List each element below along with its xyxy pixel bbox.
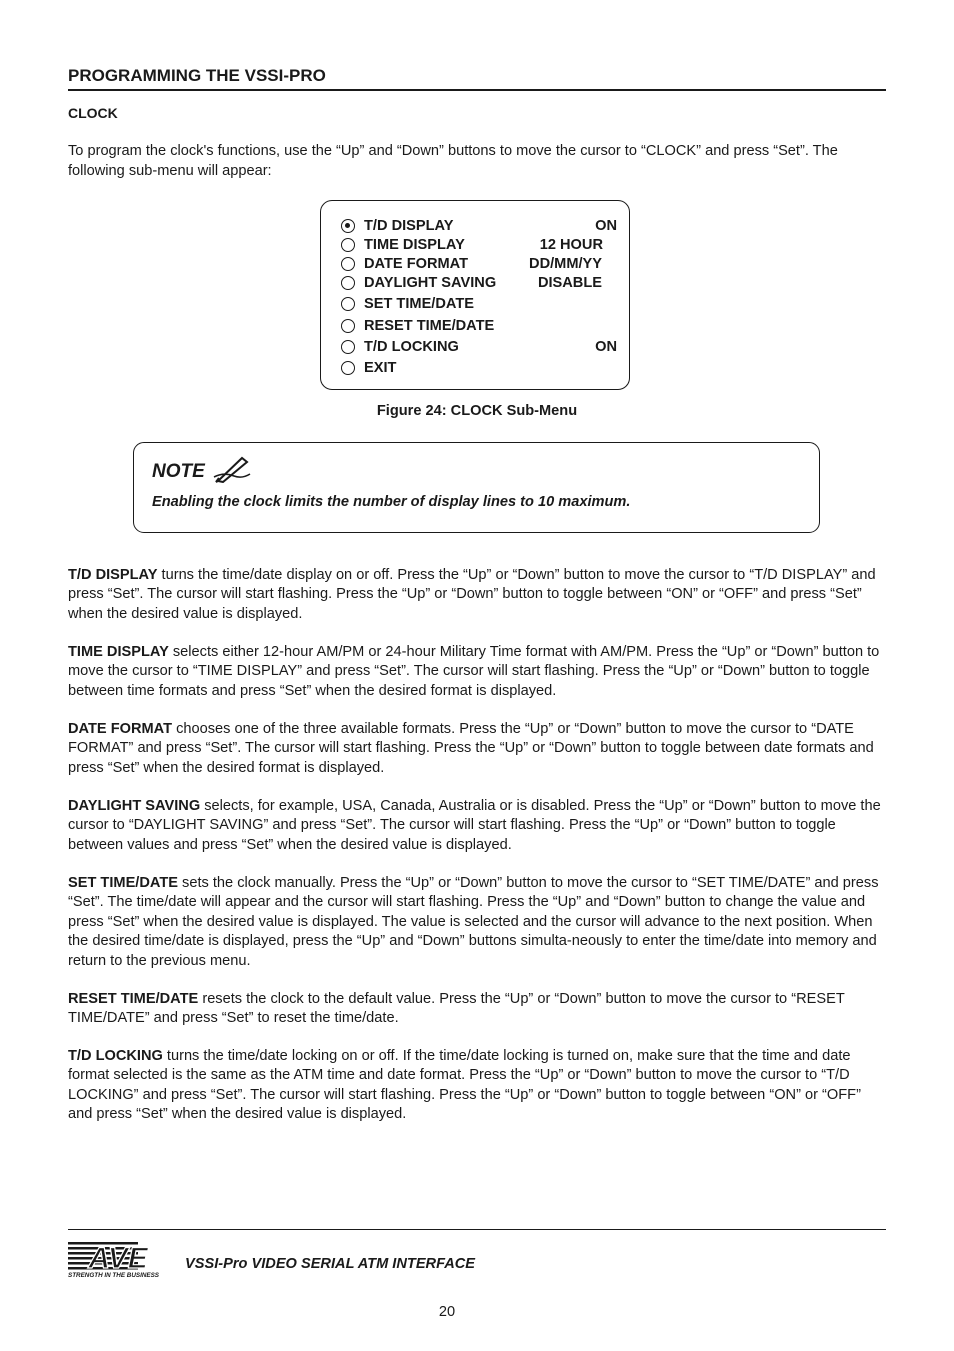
menu-item-value: ON [595, 339, 617, 355]
menu-item-value: ON [595, 218, 617, 234]
menu-item-set-time-date [341, 297, 619, 315]
paragraph-td-display [68, 566, 888, 624]
intro-paragraph: To program the clock's functions, use the “Up” and “Down” buttons to move the cursor to “CLOCK” and press “Set”. The following sub-menu will appear: [68, 143, 838, 179]
paragraph-text: selects either 12-hour AM/PM or 24-hour Military Time format with AM/PM. Press the “Up” or “Down” button to move the cursor to “TIME DISPLAY” and press “Set”. The cursor will start flashing. Press the “Up” or “Down” button to toggle between time formats and press “Set” when the desired format is displayed. [68, 644, 880, 699]
footer-divider [68, 1229, 886, 1230]
paragraph-daylight-saving [68, 797, 888, 855]
menu-item-reset-time-date [341, 319, 619, 337]
paragraph-set-time-date [68, 874, 888, 971]
radio-icon [341, 297, 355, 311]
menu-item-label: EXIT [364, 360, 397, 376]
menu-item-time-display [341, 238, 619, 256]
menu-item-label: TIME DISPLAY [364, 237, 465, 253]
paragraph-td-locking [68, 1047, 888, 1125]
radio-icon [341, 340, 355, 354]
menu-item-label: DAYLIGHT SAVING [364, 275, 497, 291]
paragraph-text: turns the time/date locking on or off. If the time/date locking is turned on, make sure that the time and date format selected is the same as the ATM time and date format. Press the “Up” or “Down” button to move the cursor to “T/D LOCKING” and press “Set”. The cursor will start flashing. Press the “Up” or “Down” button to toggle between “ON” or “OFF” and press “Set” when the desired value is displayed. [68, 1048, 861, 1123]
paragraph-term: DAYLIGHT SAVING [68, 798, 201, 814]
menu-item-td-display [341, 219, 619, 237]
radio-icon [341, 257, 355, 271]
note-text: Enabling the clock limits the number of display lines to 10 maximum. [152, 494, 631, 510]
paragraph-term: RESET TIME/DATE [68, 991, 199, 1007]
menu-item-value: 12 HOUR [539, 237, 603, 253]
paragraph-time-display [68, 643, 888, 701]
paragraph-term: DATE FORMAT [68, 721, 173, 737]
radio-icon [341, 276, 355, 290]
note-title: NOTE [152, 461, 205, 482]
note-box [133, 442, 820, 533]
menu-item-value: DD/MM/YY [529, 256, 602, 272]
menu-item-date-format [341, 257, 619, 275]
page-number: 20 [438, 1304, 456, 1320]
paragraph-term: T/D LOCKING [68, 1048, 163, 1064]
ave-logo [68, 1238, 170, 1280]
paragraph-text: selects, for example, USA, Canada, Australia or is disabled. Press the “Up” or “Down” button to move the cursor to “DAYLIGHT SAVING” and press “Set”. The cursor will start flashing. Press the “Up” or “Down” button to toggle between values and press “Set” when the desired value is displayed. [68, 798, 881, 853]
logo-text: AVE [88, 1242, 148, 1275]
menu-item-label: RESET TIME/DATE [364, 318, 495, 334]
paragraph-text: turns the time/date display on or off. Press the “Up” or “Down” button to move the cursor to “T/D DISPLAY” and press “Set”. The cursor will start flashing. Press the “Up” or “Down” button to toggle between “ON” or “OFF” and press “Set” when the desired value is displayed. [68, 567, 876, 622]
menu-item-label: T/D LOCKING [364, 339, 459, 355]
paragraph-date-format [68, 720, 888, 778]
footer-product-name: VSSI-Pro VIDEO SERIAL ATM INTERFACE [185, 1256, 476, 1272]
menu-item-value: DISABLE [537, 275, 602, 291]
paragraph-text: chooses one of the three available formats. Press the “Up” or “Down” button to move the cursor to “DATE FORMAT” and press “Set”. The cursor will start flashing. Press the “Up” or “Down” button to toggle between date formats and press “Set” when the desired format is displayed. [68, 721, 874, 776]
radio-selected-icon [341, 219, 355, 233]
radio-icon [341, 361, 355, 375]
paragraph-term: T/D DISPLAY [68, 567, 158, 583]
paragraph-reset-time-date [68, 990, 888, 1029]
paragraph-text: resets the clock to the default value. Press the “Up” or “Down” button to move the cursor to “RESET TIME/DATE” and press “Set” to reset the time/date. [68, 991, 845, 1027]
menu-item-daylight-saving [341, 276, 619, 294]
menu-item-label: T/D DISPLAY [364, 218, 454, 234]
paragraph-term: TIME DISPLAY [68, 644, 169, 660]
menu-item-label: SET TIME/DATE [364, 296, 474, 312]
figure-caption: Figure 24: CLOCK Sub-Menu [376, 403, 578, 419]
logo-tagline: STRENGTH IN THE BUSINESS [68, 1272, 159, 1279]
page-title: PROGRAMMING THE VSSI-PRO [68, 66, 886, 91]
section-title: CLOCK [68, 105, 118, 121]
paragraph-term: SET TIME/DATE [68, 875, 178, 891]
pencil-icon [212, 455, 252, 483]
radio-icon [341, 238, 355, 252]
menu-item-exit [341, 361, 619, 379]
radio-icon [341, 319, 355, 333]
menu-item-label: DATE FORMAT [364, 256, 469, 272]
menu-item-td-locking [341, 340, 619, 358]
clock-sub-menu [320, 200, 630, 390]
paragraph-text: sets the clock manually. Press the “Up” or “Down” button to move the cursor to “SET TIME/DATE” and press “Set”. The time/date will appear and the cursor will start flashing. Press the “Up” and “Down” button to change the value and press “Set” when the desired value is displayed. The value is selected and the cursor will advance to the next position. When the desired time/date is displayed, press the “Up” and “Down” buttons simulta-neously to enter the time/date into memory and return to the previous menu. [68, 875, 879, 969]
